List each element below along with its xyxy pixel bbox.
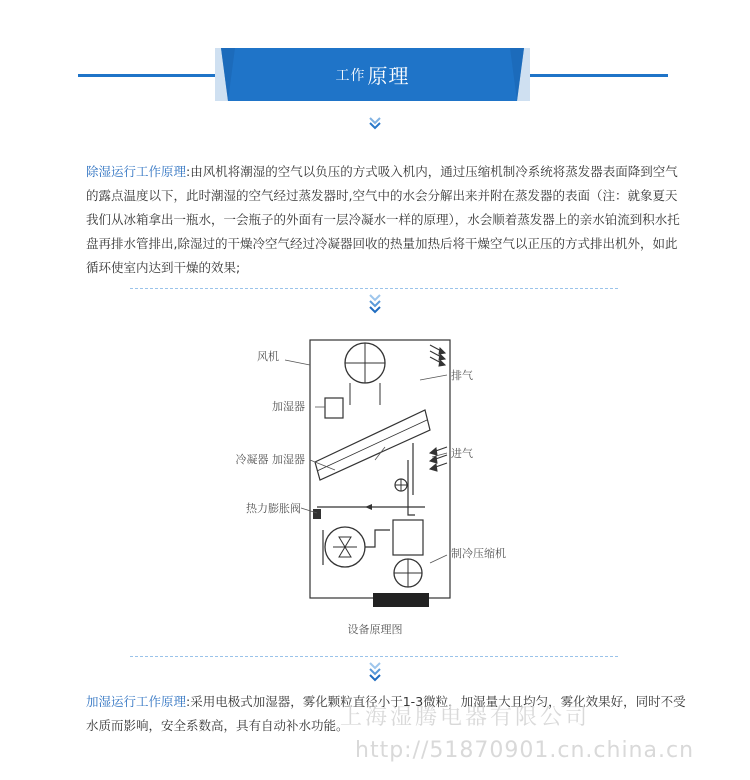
- double-chevron-down-icon: [367, 292, 383, 314]
- double-chevron-down-icon-2: [367, 660, 383, 682]
- diagram-caption: 设备原理图: [347, 623, 403, 636]
- watermark-url: http://51870901.cn.china.cn: [355, 738, 695, 763]
- humidify-body: :采用电极式加湿器，雾化颗粒直径小于1-3微粒，加湿量大且均匀，雾化效果好，同时不受水质而影响，安全系数高，具有自动补水功能。: [86, 694, 686, 733]
- page-title-small: 工作: [335, 67, 366, 84]
- header-line-left: [78, 74, 230, 77]
- base-plate: [373, 593, 429, 607]
- label-condenser-humidifier: 冷凝器 加湿器: [235, 453, 305, 466]
- intake-arrows: [430, 447, 447, 471]
- equipment-principle-diagram: [225, 335, 525, 635]
- label-exhaust: 排气: [451, 369, 473, 382]
- divider-top: [130, 288, 618, 289]
- header-line-right: [518, 74, 668, 77]
- page-title-main: 原理: [367, 64, 410, 88]
- header-banner: [215, 48, 530, 101]
- label-compressor: 制冷压缩机: [451, 547, 506, 560]
- label-fan: 风机: [257, 350, 279, 363]
- compressor-body: [393, 520, 423, 555]
- humidify-lead: 加湿运行工作原理: [86, 694, 187, 709]
- chevron-down-icon: [367, 115, 383, 131]
- watermark-company: 上海湿腾电器有限公司: [340, 705, 591, 730]
- page-title: [215, 48, 530, 101]
- humidifier-box: [325, 398, 343, 418]
- label-humidifier: 加湿器: [272, 400, 305, 413]
- exhaust-arrows: [430, 345, 445, 366]
- expansion-valve: [313, 509, 321, 519]
- label-expansion-valve: 热力膨胀阀: [246, 502, 301, 515]
- dehumidify-lead: 除湿运行工作原理: [86, 164, 187, 179]
- divider-bottom: [130, 656, 618, 657]
- label-intake: 进气: [451, 447, 473, 460]
- dehumidify-paragraph: [86, 160, 686, 280]
- dehumidify-body: :由风机将潮湿的空气以负压的方式吸入机内，通过压缩机制冷系统将蒸发器表面降到空气的露点温度以下，此时潮湿的空气经过蒸发器时,空气中的水会分解出来并附在蒸发器的表面（注：就象夏天我们从冰箱拿出一瓶水，一会瓶子的外面有一层冷凝水一样的原理），水会顺着蒸发器上的亲水铂流到积水托盘再排水管排出,除湿过的干燥冷空气经过冷凝器回收的热量加热后将干燥空气以正压的方式排出机外，如此循环使室内达到干燥的效果;: [86, 164, 680, 275]
